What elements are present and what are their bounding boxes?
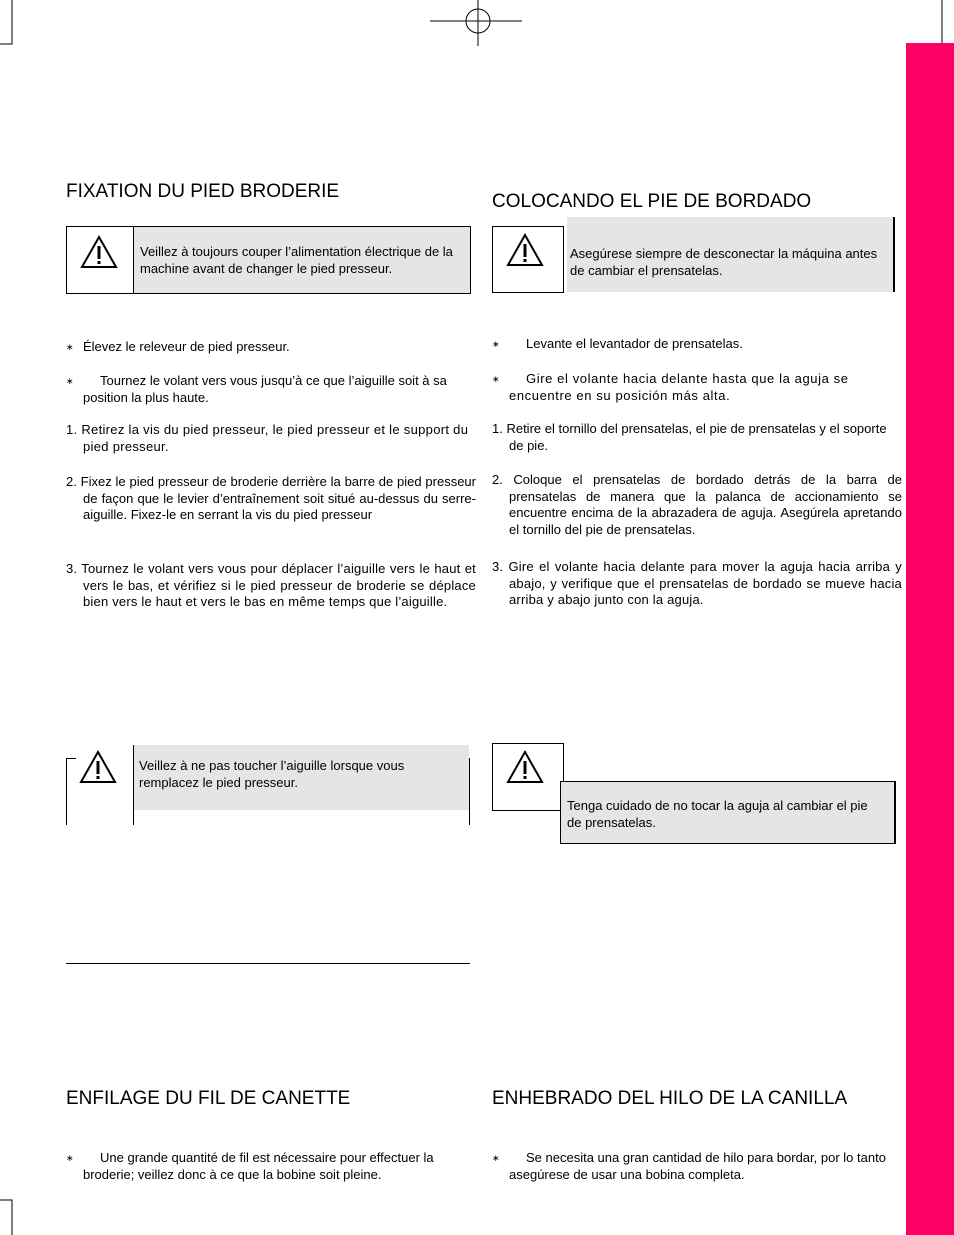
warning-icon <box>80 235 118 269</box>
fr-bullet-1-text: Élevez le releveur de pied presseur. <box>83 339 290 354</box>
es-bullet-1 <box>492 336 892 353</box>
es-bobbin-bullet-text: Se necesita una gran cantidad de hilo para bordar, por lo tanto asegúrese de usar una bobina completa. <box>509 1150 886 1182</box>
es-bullet-1-text: Levante el levantador de prensatelas. <box>526 336 743 351</box>
es-warning-text-2: Tenga cuidado de no tocar la aguja al cambiar el pie de prensatelas. <box>560 781 896 844</box>
warning-icon <box>506 233 544 267</box>
es-bobbin-bullet <box>492 1150 902 1183</box>
es-heading-bobbin: ENHEBRADO DEL HILO DE LA CANILLA <box>492 1088 848 1109</box>
fr-step-2: 2. Fixez le pied presseur de broderie derrière la barre de pied presseur de façon que le levier d’entraînement soit situé au-dessus du serre-aiguille. Fixez-le en serrant la vis du pied presseur <box>66 474 476 522</box>
fr-bullet-2 <box>66 373 476 406</box>
fr-heading-bobbin: ENFILAGE DU FIL DE CANETTE <box>66 1088 351 1109</box>
bullet-icon: ∗ <box>492 339 500 349</box>
warning-icon <box>79 750 117 784</box>
es-warning-box-1 <box>492 217 897 293</box>
fr-bullet-2-text: Tournez le volant vers vous jusqu’à ce que l’aiguille soit à sa position la plus haute. <box>83 373 447 405</box>
fr-step-1: 1. Retirez la vis du pied presseur, le pied presseur et le support du pied presseur. <box>66 422 469 454</box>
es-step-1: 1. Retire el tornillo del prensatelas, el pie de prensatelas y el soporte de pie. <box>492 421 887 453</box>
crop-mark-top-right <box>938 0 954 48</box>
es-step-2: 2. Coloque el prensatelas de bordado detrás de la barra de prensatelas de manera que la palanca de accionamiento se encuentre encima de la abrazadera de aguja. Asegúrela apretando el tornillo del pie de prensatelas. <box>492 472 902 537</box>
bullet-icon: ∗ <box>66 1153 74 1163</box>
color-tab-sidebar <box>906 43 954 1235</box>
fr-step-3: 3. Tournez le volant vers vous pour déplacer l’aiguille vers le haut et vers le bas, et vérifiez si le pied presseur de broderie se déplace bien vers le haut et vers le bas en même temps que l’aiguille. <box>66 561 476 609</box>
bullet-icon: ∗ <box>66 342 74 352</box>
divider-line <box>66 963 470 964</box>
bullet-icon: ∗ <box>492 1153 500 1163</box>
es-bullet-2-text: Gire el volante hacia delante hasta que la aguja se encuentre en su posición más alta. <box>509 371 849 403</box>
fr-warning-text-2: Veillez à ne pas toucher l’aiguille lorsque vous remplacez le pied presseur. <box>134 745 469 810</box>
bullet-icon: ∗ <box>492 374 501 384</box>
fr-warning-text-1: Veillez à toujours couper l’alimentation électrique de la machine avant de changer le pied presseur. <box>134 227 470 293</box>
fr-heading-fixation: FIXATION DU PIED BRODERIE <box>66 181 340 202</box>
es-warning-box-2 <box>492 743 897 845</box>
es-step-3: 3. Gire el volante hacia delante para mover la aguja hacia arriba y abajo, y verifique que el prensatelas de bordado se mueve hacia arriba y abajo junto con la aguja. <box>492 559 902 607</box>
es-bullet-2 <box>492 371 902 404</box>
fr-warning-box-2 <box>66 745 470 825</box>
bullet-icon: ∗ <box>66 376 74 386</box>
fr-bobbin-bullet-text: Une grande quantité de fil est nécessaire pour effectuer la broderie; veillez donc à ce que la bobine soit pleine. <box>83 1150 434 1182</box>
es-warning-text-1: Asegúrese siempre de desconectar la máquina antes de cambiar el prensatelas. <box>567 217 895 292</box>
fr-bobbin-bullet <box>66 1150 476 1183</box>
es-heading-fixation: COLOCANDO EL PIE DE BORDADO <box>492 191 812 212</box>
fr-bullet-1 <box>66 339 466 356</box>
crop-mark-bottom-left <box>0 1190 16 1235</box>
registration-mark <box>430 0 524 48</box>
warning-icon <box>506 750 544 784</box>
fr-warning-box-1 <box>66 226 471 294</box>
crop-mark-top-left <box>0 0 16 48</box>
